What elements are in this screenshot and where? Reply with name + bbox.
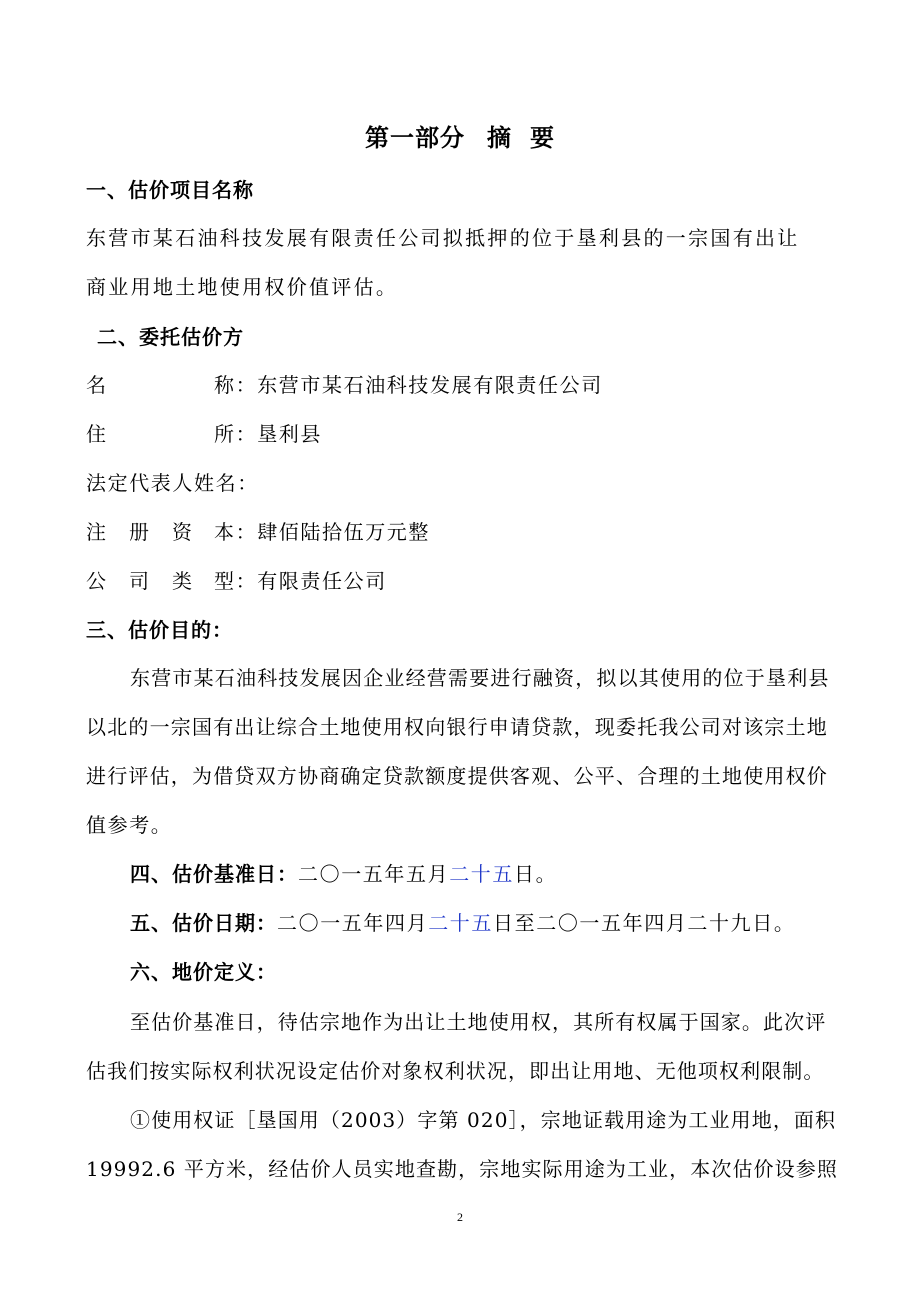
title-word-1: 摘 — [487, 123, 512, 152]
field-label: 类 — [172, 569, 194, 593]
registered-capital-row — [86, 516, 846, 545]
field-label: 称： — [214, 373, 258, 397]
client-address-value: 垦利县 — [257, 422, 323, 446]
section-4-heading: 四、估价基准日： — [130, 862, 298, 886]
company-type-value: 有限责任公司 — [257, 569, 387, 593]
section-3-heading: 三、估价目的： — [86, 618, 233, 642]
field-label: 本： — [214, 520, 258, 544]
date-text: 二〇一五年五月 — [298, 862, 450, 886]
company-type-row — [86, 565, 846, 594]
field-label: 住 — [86, 422, 108, 446]
section-1-text-line: 商业用地土地使用权价值评估。 — [86, 275, 399, 299]
field-label: 司 — [129, 569, 151, 593]
field-label: 名 — [86, 373, 108, 397]
section-3-text-line: 进行评估，为借贷双方协商确定贷款额度提供客观、公平、合理的土地使用权价 — [86, 764, 828, 788]
title-word-2: 要 — [530, 123, 555, 152]
section-2-heading: 二、委托估价方 — [97, 325, 244, 349]
section-6-text-line: 至估价基准日，待估宗地作为出让土地使用权，其所有权属于国家。此次评 — [130, 1010, 827, 1034]
client-address-row — [86, 418, 846, 447]
section-1-text-line: 东营市某石油科技发展有限责任公司拟抵押的位于垦利县的一宗国有出让 — [86, 226, 800, 250]
page-title — [0, 118, 920, 153]
field-label: 型： — [214, 569, 258, 593]
title-part: 第一部分 — [365, 123, 465, 152]
field-label: 公 — [86, 569, 108, 593]
date-day-highlight: 二十五 — [428, 911, 494, 935]
field-label: 册 — [129, 520, 151, 544]
valuation-base-date — [130, 858, 846, 887]
section-6-heading: 六、地价定义： — [130, 960, 277, 984]
client-name-value: 东营市某石油科技发展有限责任公司 — [257, 373, 603, 397]
section-3-text-line: 值参考。 — [86, 813, 173, 837]
field-label: 注 — [86, 520, 108, 544]
registered-capital-value: 肆佰陆拾伍万元整 — [257, 520, 431, 544]
date-text: 日。 — [514, 862, 558, 886]
section-5-heading: 五、估价日期： — [130, 911, 277, 935]
date-day-highlight: 二十五 — [449, 862, 515, 886]
valuation-date-range — [130, 907, 846, 936]
legal-representative-row — [86, 467, 846, 496]
client-name-row — [86, 369, 846, 398]
date-text: 二〇一五年四月 — [277, 911, 429, 935]
section-3-text-line: 东营市某石油科技发展因企业经营需要进行融资，拟以其使用的位于垦利县 — [130, 666, 830, 690]
field-label: 资 — [172, 520, 194, 544]
field-label: 所： — [214, 422, 258, 446]
section-6-text-line: 估我们按实际权利状况设定估价对象权利状况，即出让用地、无他项权利限制。 — [86, 1059, 825, 1083]
date-text: 日至二〇一五年四月二十九日。 — [493, 911, 796, 935]
section-6-text-line: 19992.6 平方米，经估价人员实地查勘，宗地实际用途为工业，本次估价设参照 — [86, 1157, 838, 1181]
section-3-text-line: 以北的一宗国有出让综合土地使用权向银行申请贷款，现委托我公司对该宗土地 — [86, 715, 828, 739]
section-1-heading: 一、估价项目名称 — [86, 178, 254, 202]
section-6-text-line: ①使用权证［垦国用（2003）字第 020］，宗地证载用途为工业用地，面积 — [130, 1108, 837, 1132]
page-number: 2 — [457, 1210, 463, 1224]
field-label: 法定代表人姓名： — [86, 471, 259, 495]
